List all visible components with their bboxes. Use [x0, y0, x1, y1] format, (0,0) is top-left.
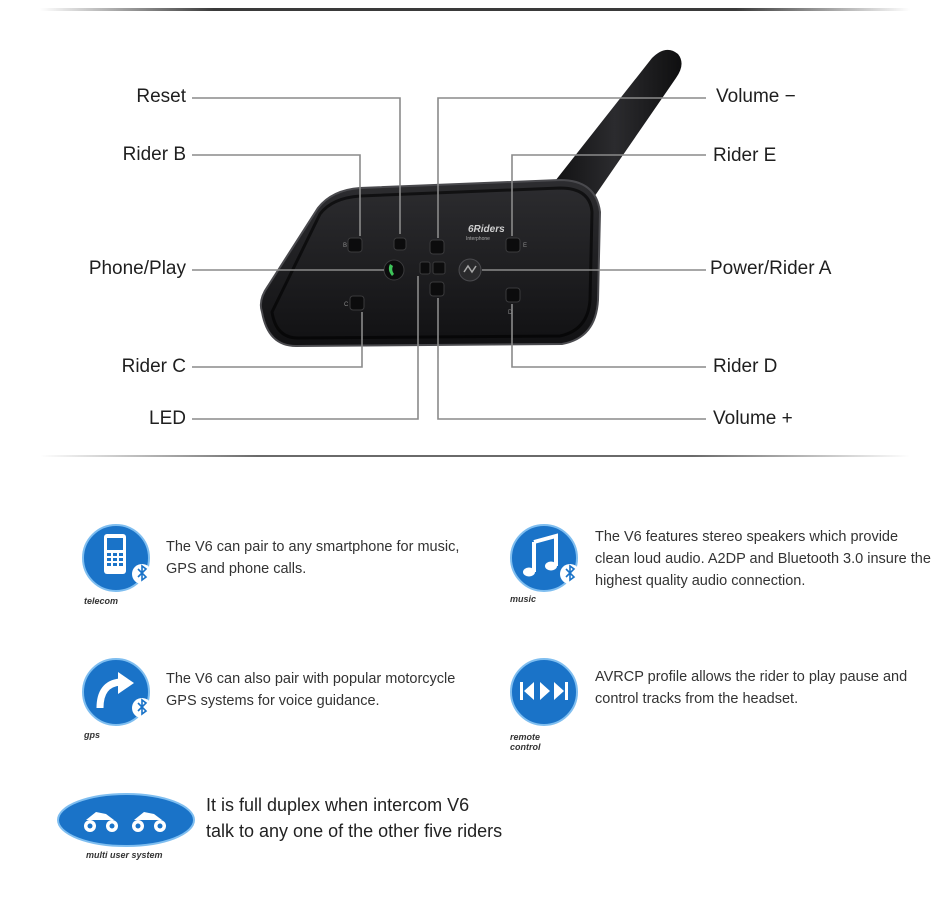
gps-arrow-icon — [80, 656, 160, 726]
feature-telecom-text: The V6 can pair to any smartphone for music, GPS and phone calls. — [166, 539, 460, 577]
label-led: LED — [149, 408, 186, 429]
led-indicator — [420, 262, 430, 274]
label-reset: Reset — [136, 86, 186, 107]
svg-text:B: B — [343, 243, 348, 249]
phone-button — [384, 260, 404, 280]
brand-subtext: Interphone — [466, 236, 490, 242]
svg-text:C: C — [344, 302, 349, 308]
label-volume-plus: Volume + — [713, 408, 793, 429]
svg-text:D: D — [508, 310, 513, 316]
section-divider — [40, 455, 910, 457]
remote-control-icon — [508, 656, 588, 726]
label-rider-e: Rider E — [713, 145, 777, 166]
rider-c-button — [350, 296, 364, 310]
music-caption: music — [510, 594, 537, 604]
brand-text: 6Riders — [468, 224, 505, 235]
duplex-line-1: It is full duplex when intercom V6 — [206, 795, 470, 815]
svg-text:E: E — [523, 243, 528, 249]
multi-user-caption: multi user system — [86, 850, 163, 860]
rider-d-button — [506, 288, 520, 302]
label-phone-play: Phone/Play — [88, 258, 186, 279]
volume-plus-button — [430, 282, 444, 296]
multi-user-icon — [56, 792, 196, 848]
feature-remote-text: AVRCP profile allows the rider to play pause and control tracks from the headset. — [595, 669, 908, 707]
telecom-phone-icon — [80, 522, 160, 592]
volume-minus-button — [430, 240, 444, 254]
rider-b-button — [348, 238, 362, 252]
center-button — [433, 262, 445, 274]
label-rider-b: Rider B — [122, 144, 186, 165]
label-rider-c: Rider C — [121, 356, 186, 377]
label-rider-d: Rider D — [713, 356, 778, 377]
telecom-caption: telecom — [84, 596, 119, 606]
music-note-icon — [508, 522, 588, 592]
antenna — [548, 50, 682, 200]
feature-music-text: The V6 features stereo speakers which provide clean loud audio. A2DP and Bluetooth 3.0 insure the highest quality audio connection. — [595, 529, 931, 589]
feature-gps-text: The V6 can also pair with popular motorcycle GPS systems for voice guidance. — [166, 671, 456, 709]
label-volume-minus: Volume − — [716, 86, 796, 107]
duplex-line-2: talk to any one of the other five riders — [206, 821, 503, 841]
device-body — [261, 180, 600, 346]
remote-caption: remote control — [510, 732, 541, 752]
rider-e-button — [506, 238, 520, 252]
gps-caption: gps — [84, 730, 101, 740]
reset-button — [394, 238, 406, 250]
label-power-rider-a: Power/Rider A — [710, 258, 832, 279]
